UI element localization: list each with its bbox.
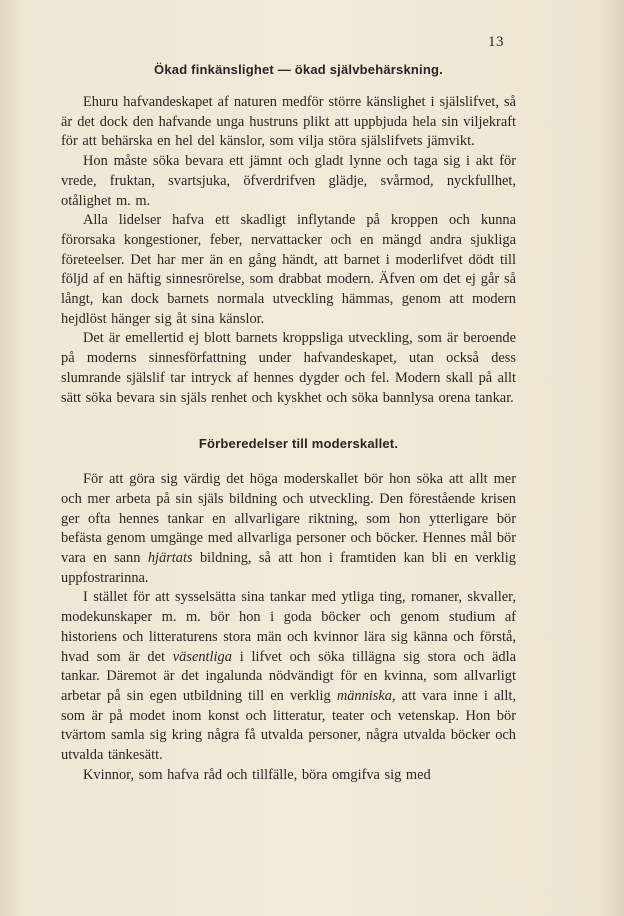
paragraph bbox=[61, 588, 516, 765]
paragraph: Kvinnor, som hafva råd och tillfälle, böra omgifva sig med bbox=[83, 766, 431, 783]
emphasized-word: hjärtats bbox=[147, 550, 193, 567]
paragraph-text: att vara inne i allt, som är på modet inom konst och litteratur, teater och vetenskap. Hon bör tvärtom samla sig kring några få utvalda personer, några utvalda böcker och utvalda tänkesätt. bbox=[61, 687, 516, 764]
paragraph-text: bildning, så att hon i framtiden kan bli en verklig uppfostrarinna. bbox=[61, 550, 516, 586]
emphasized-word: väsentliga bbox=[172, 648, 232, 665]
section-heading-heightened-sensitivity: Ökad finkänslighet — ökad självbehärskning. bbox=[154, 62, 443, 77]
page-content bbox=[61, 62, 516, 786]
paragraph-text: För att göra sig värdig det höga moderskallet bör hon söka att allt mer och mer arbeta på sin själs bildning och utveckling. Den förestående krisen ger ofta hennes tankar en allvarligare riktning, som hon ytterligare bör befästa genom umgänge med allvarliga personer och böcker. Hennes mål bör vara en sann bbox=[61, 471, 516, 567]
paragraph: Hon måste söka bevara ett jämnt och gladt lynne och taga sig i akt för vrede, fruktan, svartsjuka, öfverdrifven glädje, svårmod, nyckfullhet, otålighet m. m. bbox=[61, 153, 516, 209]
paragraph: Alla lidelser hafva ett skadligt inflytande på kroppen och kunna förorsaka kongestioner, feber, nervattacker och en mängd andra sjukliga företeelser. Det har mer än en gång händt, att barnet i moderlifvet dödt till följd af en häftig sinnesrörelse, som drabbat modern. Äfven om det ej går så långt, kan dock barnets normala utveckling hämmas, genom att modern hejdlöst hänger sig åt sina känslor. bbox=[61, 212, 516, 327]
paragraph: Ehuru hafvandeskapet af naturen medför större känslighet i själslifvet, så är det dock den hafvande unga hustruns plikt att uppbjuda hela sin viljekraft för att behärska en hel del känslor, som vilja störa själslifvets jämvikt. bbox=[61, 94, 516, 150]
emphasized-word: människa, bbox=[336, 687, 396, 704]
page-number: 13 bbox=[488, 34, 504, 50]
paragraph bbox=[61, 470, 516, 588]
paragraph: Det är emellertid ej blott barnets kroppsliga utveckling, som är beroende på moderns sinnesförfattning under hafvandeskapet, utan också dess slumrande själslif tar intryck af hennes dygder och fel. Modern skall på allt sätt söka bevara sin själs renhet och kyskhet och söka bannlysa orena tankar. bbox=[61, 330, 516, 406]
paragraph-text: I stället för att sysselsätta sina tankar med ytliga ting, romaner, skvaller, modekunskaper m. m. bör hon i goda böcker och genom studium af historiens och litteraturens stora män och kvinnor lära sig känna och förstå, hvad som är det bbox=[61, 589, 516, 665]
paragraph-text: i lifvet och söka tillägna sig stora och ädla tankar. Däremot är det ingalunda nödvändigt för en kvinna, som allvarligt arbetar på sin egen utbildning till en verklig bbox=[61, 648, 516, 704]
section-heading-preparations: Förberedelser till moderskallet. bbox=[198, 436, 399, 452]
